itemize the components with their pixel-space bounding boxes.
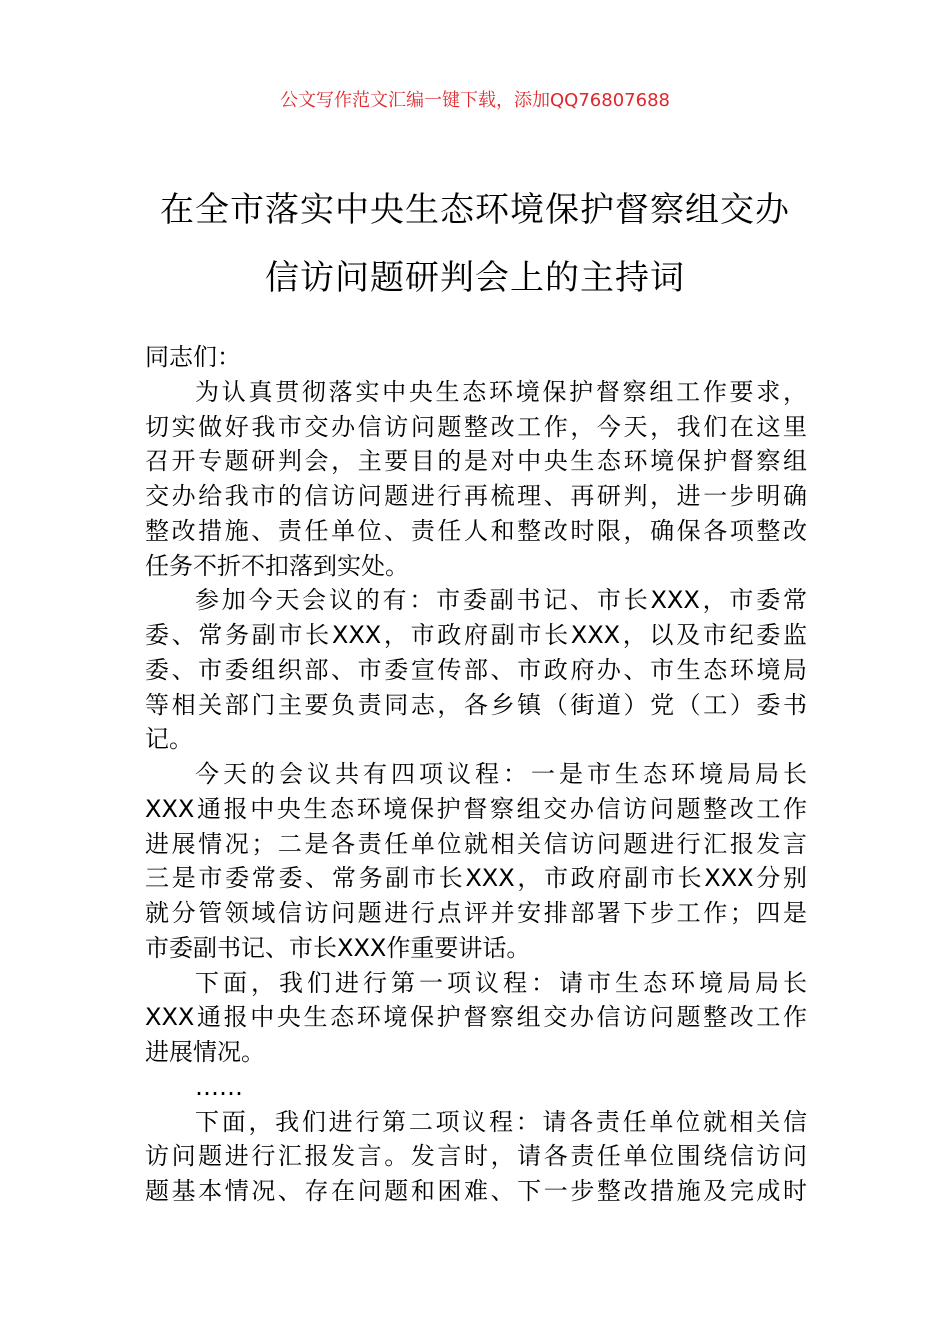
text-line: 任务不折不扣落到实处。 [145, 551, 409, 580]
text-line: …… [195, 1072, 243, 1101]
document-title-line-2: 信访问题研判会上的主持词 [265, 258, 685, 298]
paragraph [145, 583, 807, 757]
document-body [145, 340, 807, 1209]
text-line: 下面，我们进行第二项议程：请各责任单位就相关信 [195, 1107, 807, 1136]
text-line: 参加今天会议的有：市委副书记、市长XXX，市委常 [195, 586, 807, 615]
paragraph [145, 1105, 807, 1209]
text-line: XXX通报中央生态环境保护督察组交办信访问题整改工作 [145, 1003, 807, 1032]
text-line: 题基本情况、存在问题和困难、下一步整改措施及完成时 [145, 1177, 807, 1205]
text-line: 切实做好我市交办信访问题整改工作，今天，我们在这里 [145, 412, 807, 441]
text-line: 下面，我们进行第一项议程：请市生态环境局局长 [195, 968, 807, 997]
text-line: 同志们： [145, 343, 241, 371]
text-line: 访问题进行汇报发言。发言时，请各责任单位围绕信访问 [145, 1142, 807, 1171]
text-line: 委、市委组织部、市委宣传部、市政府办、市生态环境局 [145, 655, 807, 684]
text-line: 今天的会议共有四项议程：一是市生态环境局局长 [195, 760, 807, 788]
paragraph [145, 375, 807, 584]
paragraph [145, 966, 807, 1070]
watermark-download-notice: 公文写作范文汇编一键下载，添加QQ76807688 [280, 90, 670, 111]
text-line: 进展情况。 [145, 1038, 265, 1066]
text-line: 整改措施、责任单位、责任人和整改时限，确保各项整改 [145, 516, 807, 545]
paragraph [145, 757, 807, 966]
paragraph [145, 1070, 807, 1105]
text-line: XXX通报中央生态环境保护督察组交办信访问题整改工作 [145, 794, 807, 823]
text-line: 召开专题研判会，主要目的是对中央生态环境保护督察组 [145, 447, 807, 476]
text-line: 进展情况；二是各责任单位就相关信访问题进行汇报发言 [145, 829, 807, 858]
text-line: 三是市委常委、常务副市长XXX，市政府副市长XXX分别 [145, 864, 807, 893]
text-line: 市委副书记、市长XXX作重要讲话。 [145, 933, 531, 962]
text-line: 等相关部门主要负责同志，各乡镇（街道）党（工）委书 [145, 690, 807, 719]
text-line: 为认真贯彻落实中央生态环境保护督察组工作要求， [195, 377, 807, 406]
text-line: 就分管领域信访问题进行点评并安排部署下步工作；四是 [145, 899, 807, 927]
text-line: 交办给我市的信访问题进行再梳理、再研判，进一步明确 [145, 482, 807, 510]
text-line: 委、常务副市长XXX，市政府副市长XXX，以及市纪委监 [145, 621, 807, 649]
document-title-line-1: 在全市落实中央生态环境保护督察组交办 [160, 190, 790, 230]
text-line: 记。 [145, 725, 193, 754]
paragraph [145, 340, 807, 375]
